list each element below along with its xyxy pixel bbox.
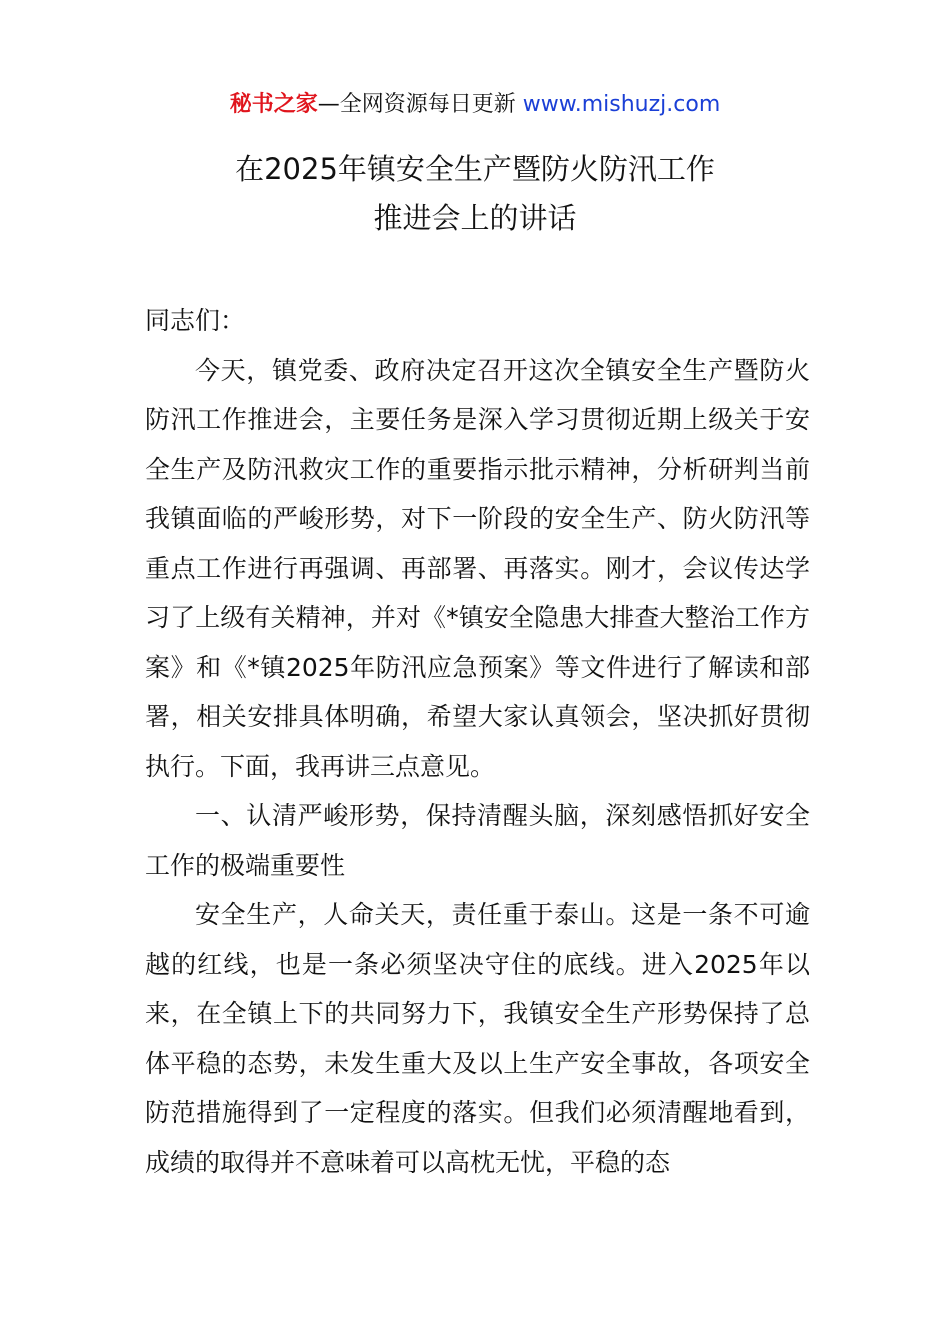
salutation: 同志们：: [145, 306, 246, 335]
paragraph-section-1: 安全生产，人命关天，责任重于泰山。这是一条不可逾越的红线，也是一条必须坚决守住的底线。进入2025年以来，在全镇上下的共同努力下，我镇安全生产形势保持了总体平稳的态势，未发生重大及以上生产安全事故，各项安全防范措施得到了一定程度的落实。但我们必须清醒地看到，成绩的取得并不意味着可以高枕无忧，平稳的态: [145, 900, 810, 1177]
paragraph-intro: 今天，镇党委、政府决定召开这次全镇安全生产暨防火防汛工作推进会，主要任务是深入学习贯彻近期上级关于安全生产及防汛救灾工作的重要指示批示精神，分析研判当前我镇面临的严峻形势，对下一阶段的安全生产、防火防汛等重点工作进行再强调、再部署、再落实。刚才，会议传达学习了上级有关精神，并对《*镇安全隐患大排查大整治工作方案》和《*镇2025年防汛应急预案》等文件进行了解读和部署，相关安排具体明确，希望大家认真领会，坚决抓好贯彻执行。下面，我再讲三点意见。: [145, 355, 810, 781]
section-heading-1: 一、认清严峻形势，保持清醒头脑，深刻感悟抓好安全工作的极端重要性: [145, 801, 810, 880]
header-tagline: —全网资源每日更新: [317, 92, 516, 117]
document-title-line-1: 在2025年镇安全生产暨防火防汛工作: [235, 152, 715, 186]
site-header: [0, 88, 950, 122]
site-url-link[interactable]: www.mishuzj.com: [522, 92, 721, 117]
document-body: [145, 296, 810, 1187]
brand-name: 秘书之家: [229, 92, 318, 117]
document-title-line-2: 推进会上的讲话: [373, 201, 577, 235]
